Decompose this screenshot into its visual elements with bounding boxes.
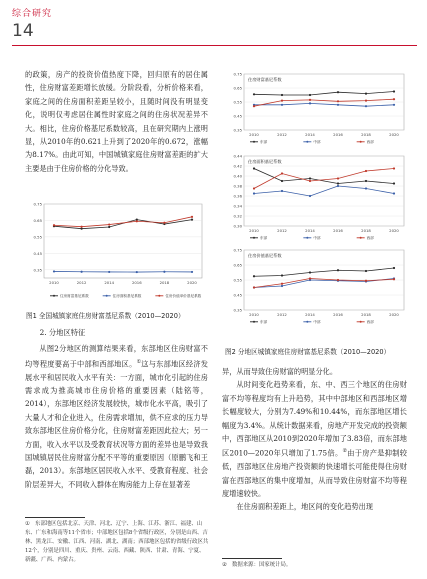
y-tick-label: 0.45 bbox=[233, 113, 242, 119]
y-tick-label: 0.65 bbox=[233, 262, 242, 268]
data-point bbox=[365, 170, 367, 172]
x-tick-label: 2016 bbox=[333, 228, 343, 233]
header-rule bbox=[12, 45, 417, 46]
data-point bbox=[393, 267, 395, 269]
legend-label: 中部 bbox=[313, 320, 321, 324]
left-paragraph-2: 从图2分地区的测算结果来看，东部地区住房财富不均等程度要高于中部和西部地区。①这与东部地区经济发展水平和居民收入水平有关：一方面，城市化引起的住房需求成为推高城市住房价格的重要因素（陆铭等，2014），东部地区经济发展较快，城市化水平高，吸引了大量人才和企业进入，住房需求增加，供不应求的压力导致东部地区住房价格分化，住房财富差距因此拉大；另一方面，收入水平以及受教育状况等方面的差异也是导致我国城镇居民住房财富分配不平等的重要原因（原鹏飞和王磊，2013）。东部地区居民收入水平、受教育程度、社会阶层差异大，不同收入群体在购房能力上存在显著差 bbox=[25, 344, 208, 489]
data-point bbox=[163, 222, 165, 224]
x-tick-label: 2010 bbox=[249, 228, 259, 233]
x-tick-label: 2018 bbox=[361, 312, 371, 317]
data-point bbox=[253, 286, 255, 288]
legend-label: 西部 bbox=[366, 320, 374, 324]
data-point bbox=[108, 223, 110, 225]
y-tick-label: 0.35 bbox=[233, 307, 242, 313]
data-point bbox=[281, 100, 283, 102]
data-point bbox=[108, 226, 110, 228]
data-point bbox=[337, 104, 339, 106]
footnote-rule-right bbox=[222, 558, 282, 559]
y-tick-label: 0.45 bbox=[233, 292, 242, 298]
data-point bbox=[136, 220, 138, 222]
data-point bbox=[365, 93, 367, 95]
plot-frame bbox=[44, 204, 202, 278]
data-point bbox=[281, 285, 283, 287]
data-point bbox=[253, 93, 255, 95]
legend-marker bbox=[253, 321, 255, 323]
right-paragraph-2: 从时间变化趋势来看，东、中、西三个地区的住房财富不均等程度均有上升趋势，其中中部地区和西部地区增长幅度较大，分别为7.49%和10.44%，而东部地区增长幅度为3.4%。从统计数据来看，房地产开发完成的投资额中，西部地区从2010到2020年增加了3.83倍，而东部地区2010—2020年只增加了1.75倍。②由于房产是抑制较低，西部地区住房地产投资额的快速增长可能使得住房财富在西部地区的集中度增加，从而导致住房财富不均等程度增速较快。 bbox=[222, 380, 407, 499]
figure-2-panel-value bbox=[222, 246, 410, 326]
footnote-ref-2[interactable]: ② bbox=[342, 448, 348, 455]
data-point bbox=[309, 271, 311, 273]
x-tick-label: 2012 bbox=[277, 132, 287, 137]
data-point bbox=[365, 105, 367, 107]
legend-label: 住房价值单价基尼系数 bbox=[165, 294, 202, 298]
data-point bbox=[337, 269, 339, 271]
y-tick-label: 0.35 bbox=[233, 127, 242, 133]
y-tick-label: 0.55 bbox=[33, 234, 42, 240]
y-tick-label: 0.75 bbox=[233, 247, 242, 253]
y-tick-label: 0.35 bbox=[33, 267, 42, 273]
data-point bbox=[365, 280, 367, 282]
x-tick-label: 2012 bbox=[76, 280, 87, 285]
legend-marker bbox=[360, 321, 362, 323]
data-point bbox=[253, 192, 255, 194]
data-point bbox=[309, 99, 311, 101]
y-tick-label: 0.38 bbox=[233, 183, 242, 189]
legend-label: 住房财富基尼系数 bbox=[60, 294, 89, 298]
data-point bbox=[191, 271, 193, 273]
legend-marker bbox=[158, 295, 160, 297]
figure-2-panel-wealth bbox=[222, 70, 410, 146]
page-number: 14 bbox=[12, 21, 34, 41]
y-tick-label: 0.44 bbox=[233, 153, 242, 159]
footnote-1: ① 东部地区包括北京、天津、河北、辽宁、上海、江苏、浙江、福建、山东、广东和海南等11个省市；中部地区包括8个省级行政区，分别是山西、吉林、黑龙江、安徽、江西、河南、湖北、湖南；西部地区包括的省级行政区共12个，分别是四川、重庆、贵州、云南、西藏、陕西、甘肃、青海、宁夏、新疆、广西、内蒙古。 bbox=[25, 521, 209, 563]
y-tick-label: 0.45 bbox=[33, 250, 42, 256]
data-point bbox=[253, 105, 255, 107]
panel-title: 住房财富基尼系数 bbox=[248, 77, 282, 82]
data-point bbox=[309, 277, 311, 279]
figure-2-panel-area bbox=[222, 152, 410, 242]
data-point bbox=[337, 182, 339, 184]
left-column-top bbox=[25, 68, 208, 175]
data-point bbox=[281, 190, 283, 192]
legend-label: 住房面积基尼系数 bbox=[112, 294, 142, 298]
data-point bbox=[191, 216, 193, 218]
section-subheading: 2. 分地区特征 bbox=[39, 328, 86, 337]
y-tick-label: 0.32 bbox=[233, 213, 242, 219]
legend-label: 东部 bbox=[260, 236, 268, 240]
legend-marker bbox=[360, 237, 362, 239]
data-point bbox=[337, 185, 339, 187]
figure-1-chart bbox=[22, 200, 208, 300]
data-point bbox=[309, 195, 311, 197]
data-point bbox=[309, 177, 311, 179]
x-tick-label: 2016 bbox=[131, 280, 142, 285]
footnote-rule-left bbox=[25, 517, 85, 518]
legend-label: 东部 bbox=[260, 140, 268, 144]
data-point bbox=[81, 228, 83, 230]
legend-marker bbox=[306, 237, 308, 239]
data-point bbox=[281, 94, 283, 96]
right-paragraph-1: 异，从而导致住房财富的明显分化。 bbox=[222, 367, 338, 376]
data-point bbox=[309, 94, 311, 96]
right-column bbox=[222, 365, 407, 514]
legend-label: 东部 bbox=[260, 320, 268, 324]
left-column-bottom bbox=[25, 326, 208, 491]
y-tick-label: 0.40 bbox=[233, 173, 242, 179]
x-tick-label: 2016 bbox=[333, 312, 343, 317]
data-point bbox=[393, 98, 395, 100]
x-tick-label: 2010 bbox=[49, 280, 59, 285]
footnote-2: ② 数据来源：国家统计局。 bbox=[222, 562, 292, 568]
data-point bbox=[393, 90, 395, 92]
x-tick-label: 2010 bbox=[249, 312, 259, 317]
data-point bbox=[253, 275, 255, 277]
x-tick-label: 2012 bbox=[277, 312, 287, 317]
y-tick-label: 0.75 bbox=[233, 71, 242, 77]
legend-label: 中部 bbox=[313, 236, 321, 240]
x-tick-label: 2014 bbox=[305, 132, 315, 137]
legend-label: 西部 bbox=[366, 236, 374, 240]
data-point bbox=[163, 271, 165, 273]
y-tick-label: 0.65 bbox=[33, 217, 42, 223]
x-tick-label: 2014 bbox=[305, 228, 315, 233]
data-point bbox=[309, 180, 311, 182]
legend-marker bbox=[253, 141, 255, 143]
x-tick-label: 2018 bbox=[361, 132, 371, 137]
data-point bbox=[393, 182, 395, 184]
data-point bbox=[281, 172, 283, 174]
data-point bbox=[281, 180, 283, 182]
data-point bbox=[337, 279, 339, 281]
y-tick-label: 0.36 bbox=[233, 193, 242, 199]
legend-marker bbox=[53, 295, 55, 297]
data-point bbox=[393, 192, 395, 194]
panel-title: 住房价值基尼系数 bbox=[248, 253, 282, 258]
data-point bbox=[393, 167, 395, 169]
legend-marker bbox=[106, 295, 108, 297]
data-point bbox=[81, 226, 83, 228]
data-point bbox=[253, 187, 255, 189]
data-point bbox=[337, 100, 339, 102]
data-point bbox=[81, 271, 83, 273]
y-tick-label: 0.55 bbox=[233, 277, 242, 283]
legend-marker bbox=[360, 141, 362, 143]
data-point bbox=[393, 278, 395, 280]
legend-marker bbox=[306, 141, 308, 143]
data-point bbox=[253, 167, 255, 169]
data-point bbox=[365, 100, 367, 102]
panel-title: 住房面积基尼系数 bbox=[248, 159, 282, 164]
figure-2-caption: 图2 分地区城镇家庭住房财富基尼系数（2010—2020） bbox=[225, 348, 391, 356]
data-point bbox=[108, 271, 110, 273]
y-tick-label: 0.55 bbox=[233, 99, 242, 105]
data-point bbox=[53, 224, 55, 226]
y-tick-label: 0.75 bbox=[33, 201, 42, 207]
y-tick-label: 0.30 bbox=[233, 223, 242, 229]
data-point bbox=[53, 270, 55, 272]
x-tick-label: 2012 bbox=[277, 228, 287, 233]
data-point bbox=[191, 219, 193, 221]
y-tick-label: 0.34 bbox=[233, 203, 242, 209]
x-tick-label: 2018 bbox=[361, 228, 371, 233]
data-point bbox=[365, 270, 367, 272]
left-paragraph-1: 的政策，房产的投资价值热度下降，回归原有的居住属性，住房财富差距增长放缓。分阶段看，分析价格来看，家庭之间的住房面积差距呈较小，且随时间没有明显变化，说明仅考虑居住属性时家庭之间的住房状况差异不大。相比，住房价格基尼系数较高，且在研究期内上涨明显，从2010年的0.621上升到了2020年的0.672，涨幅为8.17%。由此可知，中国城镇家庭住房财富差距的扩大主要是由于住房价格的分化导致。 bbox=[25, 70, 208, 173]
right-paragraph-3: 在住房面积差距上，地区间的变化趋势出现 bbox=[236, 502, 373, 512]
data-point bbox=[365, 187, 367, 189]
data-point bbox=[136, 271, 138, 273]
x-tick-label: 2018 bbox=[159, 280, 170, 285]
data-point bbox=[281, 283, 283, 285]
x-tick-label: 2020 bbox=[389, 312, 399, 317]
footnote-ref-1[interactable]: ① bbox=[136, 358, 142, 365]
x-tick-label: 2010 bbox=[249, 132, 259, 137]
data-point bbox=[281, 104, 283, 106]
x-tick-label: 2020 bbox=[389, 228, 399, 233]
data-point bbox=[365, 180, 367, 182]
data-point bbox=[281, 274, 283, 276]
x-tick-label: 2020 bbox=[187, 280, 197, 285]
legend-marker bbox=[253, 237, 255, 239]
x-tick-label: 2020 bbox=[389, 132, 399, 137]
y-tick-label: 0.42 bbox=[233, 163, 242, 169]
data-point bbox=[393, 104, 395, 106]
legend-marker bbox=[306, 321, 308, 323]
y-tick-label: 0.65 bbox=[233, 85, 242, 91]
data-point bbox=[309, 102, 311, 104]
x-tick-label: 2014 bbox=[305, 312, 315, 317]
section-label: 综合研究 bbox=[12, 9, 53, 19]
legend-label: 西部 bbox=[366, 140, 374, 144]
data-point bbox=[337, 177, 339, 179]
x-tick-label: 2016 bbox=[333, 132, 343, 137]
data-point bbox=[337, 91, 339, 93]
x-tick-label: 2014 bbox=[104, 280, 115, 285]
figure-1-caption: 图1 全国城镇家庭住房财富基尼系数（2010—2020） bbox=[26, 312, 185, 320]
legend-label: 中部 bbox=[313, 140, 321, 144]
